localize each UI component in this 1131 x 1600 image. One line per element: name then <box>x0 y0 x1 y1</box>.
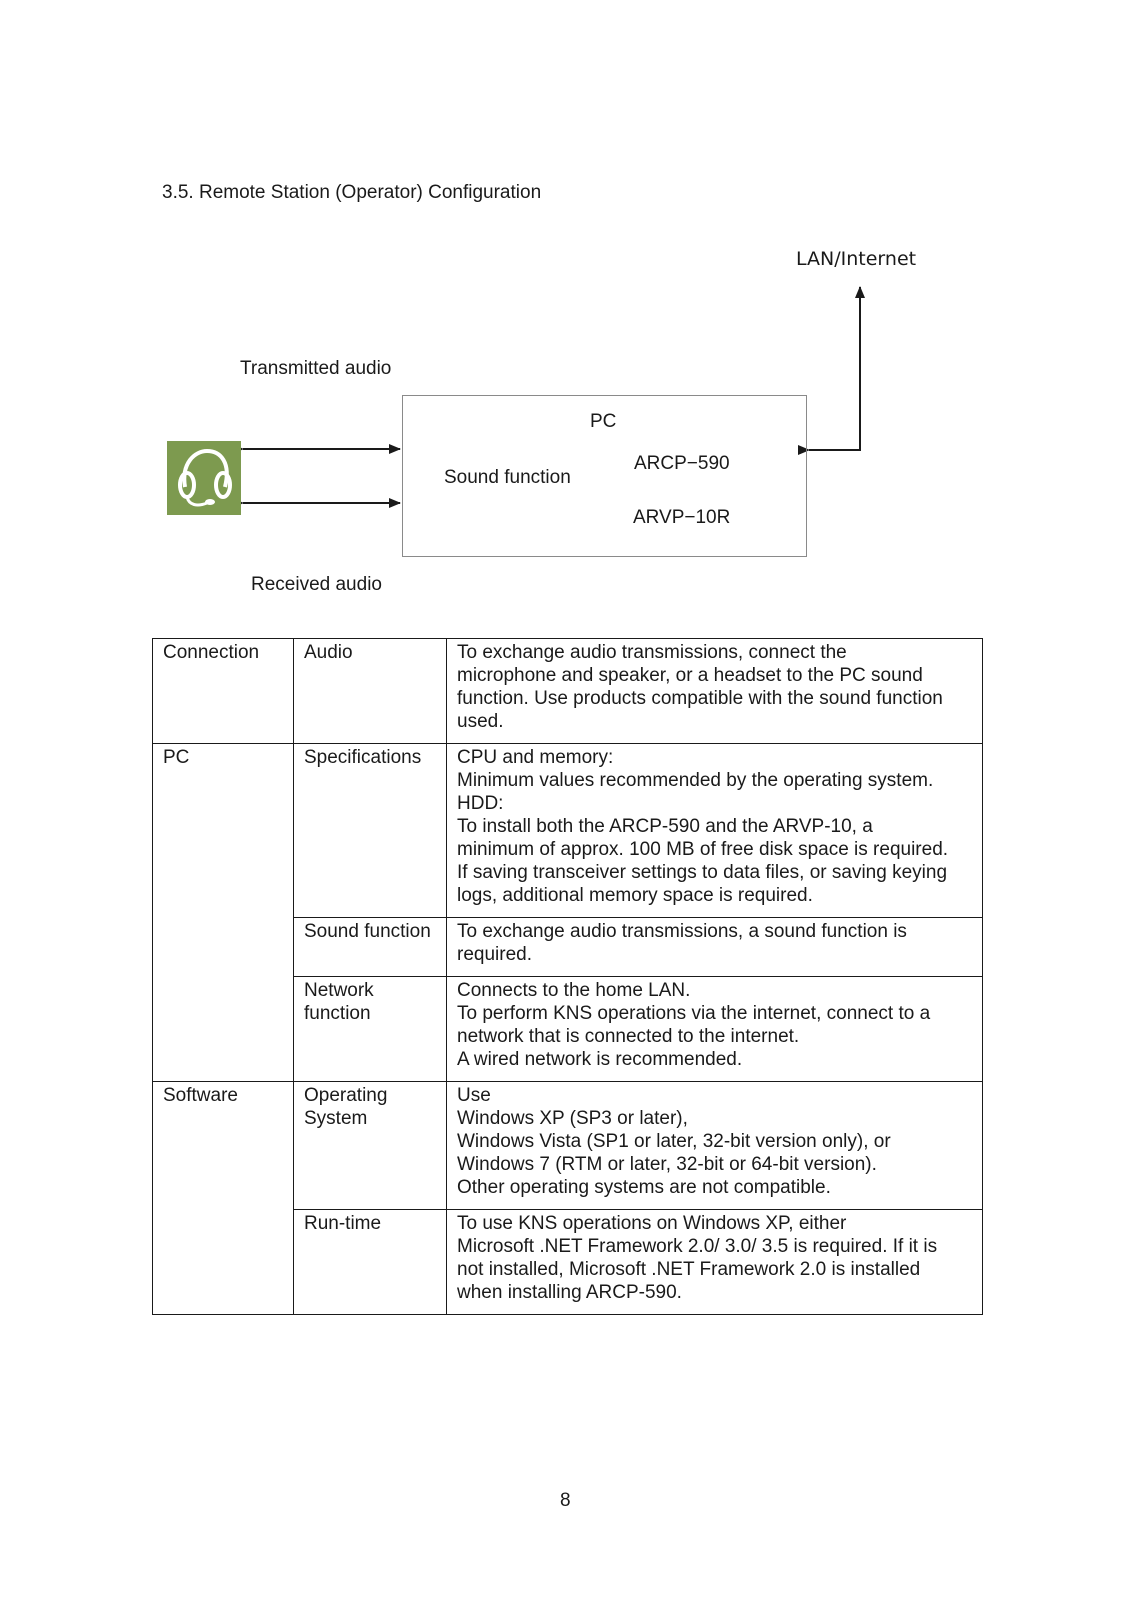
specification-table <box>152 638 983 1315</box>
table-row <box>153 1082 983 1210</box>
description-cell: Connects to the home LAN. To perform KNS operations via the internet, connect to a network that is connected to the internet. A wired network is recommended. <box>447 977 983 1082</box>
transmitted-audio-label: Transmitted audio <box>240 358 392 379</box>
arvp-label: ARVP−10R <box>633 507 731 528</box>
description-cell: To exchange audio transmissions, a sound function is required. <box>447 918 983 977</box>
headset-icon <box>167 441 241 515</box>
item-cell: Sound function <box>294 918 447 977</box>
section-heading: 3.5. Remote Station (Operator) Configuration <box>162 182 542 203</box>
pc-label: PC <box>590 411 617 432</box>
lan-internet-label: LAN/Internet <box>796 248 917 270</box>
item-cell: Run-time <box>294 1210 447 1315</box>
category-cell: Connection <box>153 639 294 744</box>
page-number: 8 <box>560 1490 571 1511</box>
category-cell: PC <box>153 744 294 1082</box>
sound-function-label: Sound function <box>444 467 571 488</box>
table-row <box>153 639 983 744</box>
lan-connection-line <box>809 287 860 450</box>
description-cell: To exchange audio transmissions, connect the microphone and speaker, or a headset to the PC sound function. Use products compatible with the sound function used. <box>447 639 983 744</box>
description-cell: Use Windows XP (SP3 or later), Windows Vista (SP1 or later, 32-bit version only), or Windows 7 (RTM or later, 32-bit or 64-bit version). Other operating systems are not compatible. <box>447 1082 983 1210</box>
received-audio-label: Received audio <box>251 574 382 595</box>
item-cell: Specifications <box>294 744 447 918</box>
description-cell: CPU and memory: Minimum values recommended by the operating system. HDD: To install both the ARCP-590 and the ARVP-10, a minimum of approx. 100 MB of free disk space is required. If saving transceiver settings to data files, or saving keying logs, additional memory space is required. <box>447 744 983 918</box>
description-cell: To use KNS operations on Windows XP, either Microsoft .NET Framework 2.0/ 3.0/ 3.5 is required. If it is not installed, Microsoft .NET Framework 2.0 is installed when installing ARCP-590. <box>447 1210 983 1315</box>
category-cell: Software <box>153 1082 294 1315</box>
item-cell: Audio <box>294 639 447 744</box>
table-row <box>153 744 983 918</box>
item-cell: Operating System <box>294 1082 447 1210</box>
item-cell: Network function <box>294 977 447 1082</box>
arcp-label: ARCP−590 <box>634 453 730 474</box>
